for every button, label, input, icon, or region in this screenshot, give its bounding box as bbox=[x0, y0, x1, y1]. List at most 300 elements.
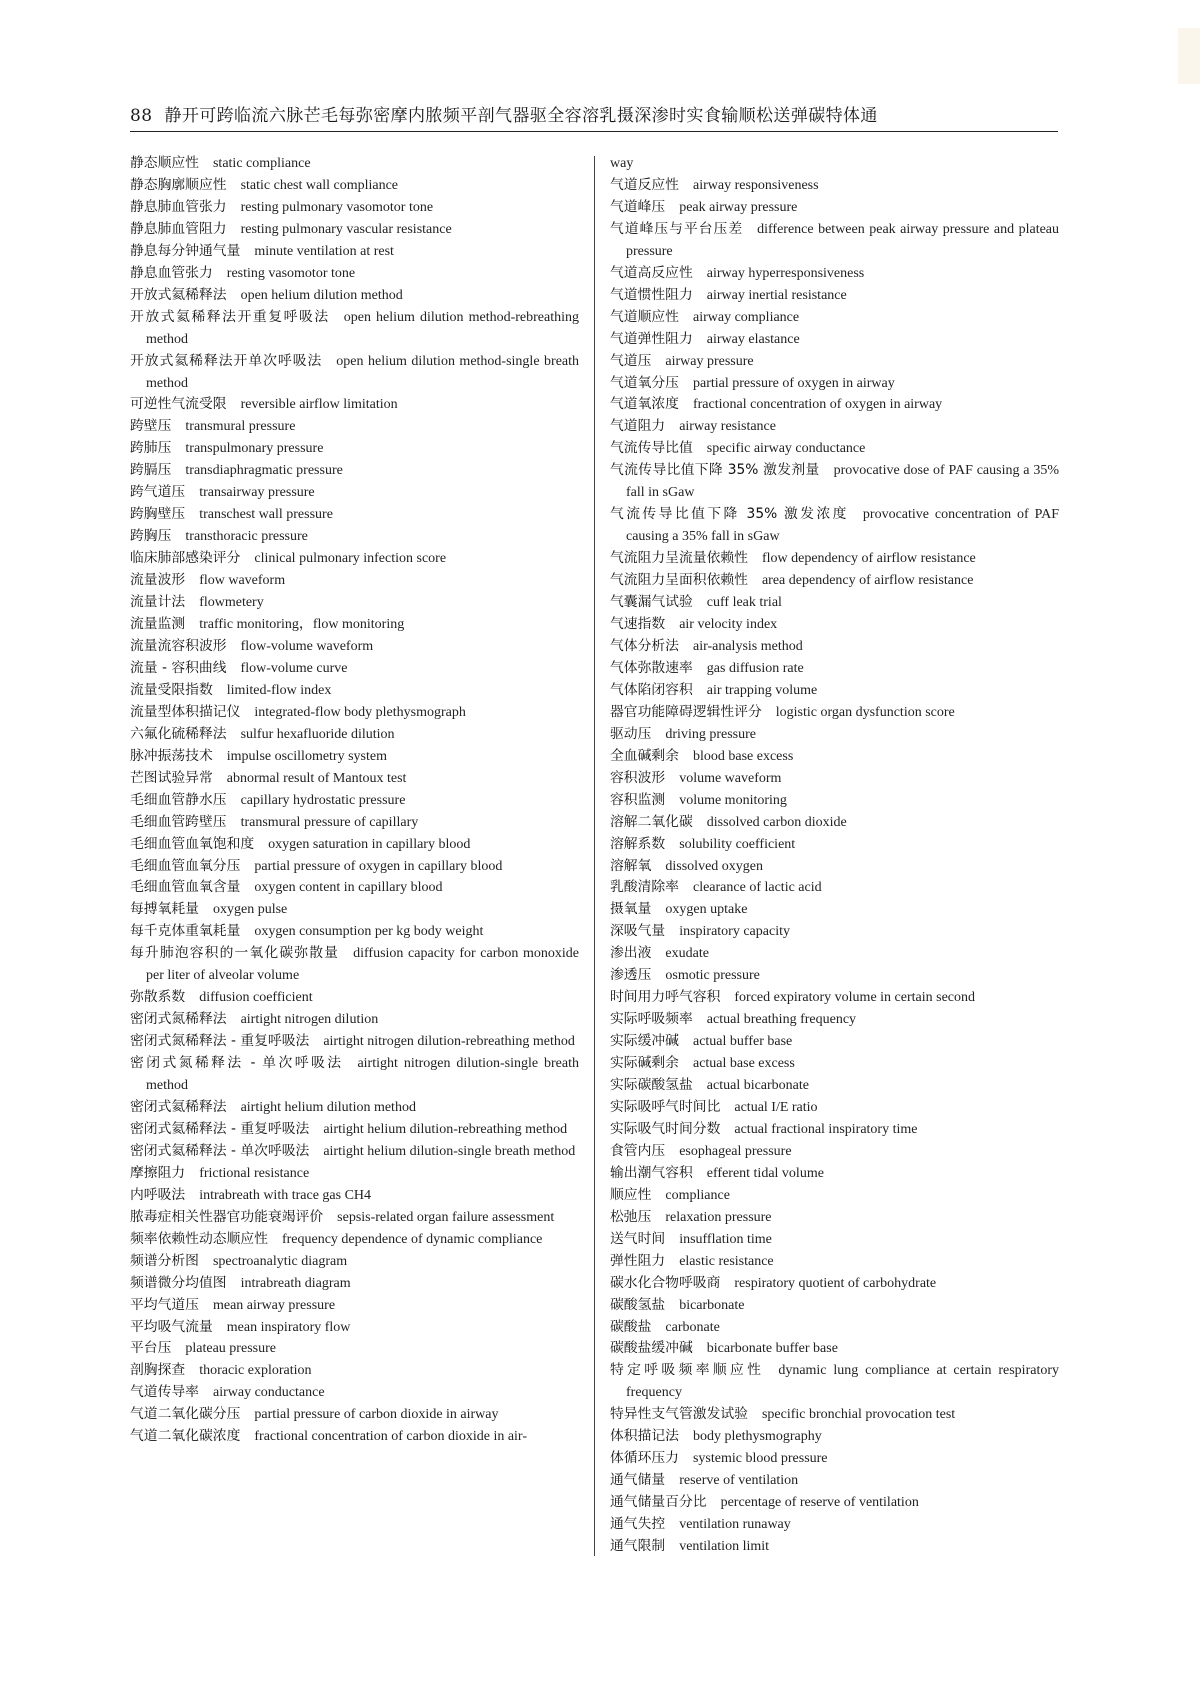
term-chinese: 碳酸盐 bbox=[610, 1318, 652, 1335]
term-english: esophageal pressure bbox=[679, 1143, 792, 1159]
term-english: flow dependency of airflow resistance bbox=[761, 551, 976, 567]
glossary-entry bbox=[130, 285, 579, 307]
glossary-entry bbox=[130, 702, 579, 724]
glossary-entry bbox=[130, 438, 579, 460]
term-english: specific bronchial provocation test bbox=[761, 1407, 956, 1423]
term-chinese: 密闭式氦稀释法 - 单次呼吸法 bbox=[130, 1142, 310, 1159]
term-chinese: 流量型体积描记仪 bbox=[130, 703, 241, 720]
glossary-entry bbox=[610, 1514, 1059, 1536]
term-chinese: 容积波形 bbox=[610, 769, 666, 786]
term-english: sulfur hexafluoride dilution bbox=[240, 726, 395, 742]
term-english: flow-volume curve bbox=[240, 660, 348, 676]
glossary-entry bbox=[130, 1119, 579, 1141]
term-chinese: 碳水化合物呼吸商 bbox=[610, 1274, 721, 1291]
glossary-entry bbox=[130, 460, 579, 482]
term-chinese: 实际呼吸频率 bbox=[610, 1011, 693, 1028]
glossary-entry bbox=[130, 504, 579, 526]
glossary-entry bbox=[610, 504, 1059, 548]
term-english: actual I/E ratio bbox=[734, 1099, 818, 1115]
term-english: transairway pressure bbox=[199, 485, 315, 501]
term-chinese: 气道二氧化碳浓度 bbox=[130, 1428, 241, 1445]
term-chinese: 静息血管张力 bbox=[130, 264, 213, 281]
glossary-entry bbox=[610, 921, 1059, 943]
term-english: airway hyperresponsiveness bbox=[706, 265, 865, 281]
term-english: diffusion coefficient bbox=[199, 990, 313, 1006]
term-english: oxygen pulse bbox=[212, 902, 288, 918]
term-english: sepsis-related organ failure assessment bbox=[337, 1209, 555, 1225]
glossary-entry bbox=[610, 965, 1059, 987]
glossary-entry bbox=[130, 526, 579, 548]
glossary-entry bbox=[130, 351, 579, 395]
term-chinese: 容积监测 bbox=[610, 791, 666, 808]
term-english: solubility coefficient bbox=[679, 836, 796, 852]
term-english: fractional concentration of carbon dioxide in air- bbox=[254, 1429, 527, 1445]
term-chinese: 通气失控 bbox=[610, 1516, 666, 1533]
term-english: airway inertial resistance bbox=[706, 287, 847, 303]
glossary-entry bbox=[610, 1163, 1059, 1185]
glossary-entry bbox=[610, 636, 1059, 658]
glossary-entry bbox=[610, 768, 1059, 790]
glossary-entry bbox=[130, 1360, 579, 1382]
glossary-entry bbox=[610, 1009, 1059, 1031]
term-english: inspiratory capacity bbox=[679, 924, 790, 940]
term-english: provocative dose of PAF causing a 35% fall in sGaw bbox=[626, 463, 1060, 501]
term-chinese: 平均吸气流量 bbox=[130, 1318, 213, 1335]
term-chinese: 开放式氦稀释法开单次呼吸法 bbox=[130, 352, 323, 369]
term-english: transmural pressure of capillary bbox=[240, 814, 419, 830]
term-english: difference between peak airway pressure and plateau pressure bbox=[626, 221, 1060, 259]
glossary-entry bbox=[130, 790, 579, 812]
glossary-entry bbox=[130, 1185, 579, 1207]
term-chinese: 静态胸廓顺应性 bbox=[130, 176, 227, 193]
term-chinese: 气速指数 bbox=[610, 616, 666, 633]
term-chinese: 毛细血管血氧含量 bbox=[130, 879, 241, 896]
term-chinese: 气流传导比值 bbox=[610, 440, 693, 457]
term-chinese: 气体弥散速率 bbox=[610, 659, 693, 676]
glossary-entry bbox=[610, 460, 1059, 504]
term-english: airtight helium dilution method bbox=[240, 1099, 416, 1115]
term-chinese: 体循环压力 bbox=[610, 1450, 679, 1467]
glossary-entry bbox=[610, 812, 1059, 834]
glossary-entry bbox=[610, 1075, 1059, 1097]
term-english: relaxation pressure bbox=[665, 1209, 772, 1225]
term-chinese: 跨胸壁压 bbox=[130, 506, 186, 523]
term-english: systemic blood pressure bbox=[692, 1451, 828, 1467]
term-chinese: 气道峰压 bbox=[610, 198, 666, 215]
term-english: blood base excess bbox=[692, 748, 794, 764]
glossary-entry bbox=[610, 702, 1059, 724]
glossary-entry bbox=[130, 877, 579, 899]
glossary-entry bbox=[610, 307, 1059, 329]
term-english: mean inspiratory flow bbox=[226, 1319, 351, 1335]
term-chinese: 跨胸压 bbox=[130, 528, 172, 545]
term-chinese: 送气时间 bbox=[610, 1230, 666, 1247]
term-english: respiratory quotient of carbohydrate bbox=[734, 1275, 937, 1291]
corner-mark bbox=[1178, 28, 1200, 84]
term-english: driving pressure bbox=[665, 726, 756, 742]
term-chinese: 体积描记法 bbox=[610, 1428, 679, 1445]
term-chinese: 乳酸清除率 bbox=[610, 879, 679, 896]
glossary-entry bbox=[130, 219, 579, 241]
term-english: plateau pressure bbox=[185, 1341, 276, 1357]
term-chinese: 气道反应性 bbox=[610, 176, 679, 193]
term-chinese: 气囊漏气试验 bbox=[610, 594, 693, 611]
term-english: oxygen saturation in capillary blood bbox=[268, 836, 471, 852]
term-english: percentage of reserve of ventilation bbox=[720, 1495, 919, 1511]
glossary-entry bbox=[610, 1053, 1059, 1075]
term-english: gas diffusion rate bbox=[706, 660, 804, 676]
glossary-entry bbox=[130, 658, 579, 680]
term-english: provocative concentration of PAF causing a 35% fall in sGaw bbox=[626, 507, 1059, 545]
term-english: insufflation time bbox=[679, 1231, 772, 1247]
glossary-entry bbox=[610, 1229, 1059, 1251]
term-english: area dependency of airflow resistance bbox=[761, 573, 974, 589]
glossary-entry bbox=[130, 1295, 579, 1317]
glossary-entry bbox=[610, 438, 1059, 460]
term-chinese: 毛细血管跨壁压 bbox=[130, 813, 227, 830]
glossary-entry bbox=[610, 1338, 1059, 1360]
term-chinese: 流量 - 容积曲线 bbox=[130, 659, 227, 676]
term-english: limited-flow index bbox=[226, 682, 332, 698]
term-english: bicarbonate buffer base bbox=[706, 1341, 838, 1357]
term-chinese: 内呼吸法 bbox=[130, 1186, 186, 1203]
glossary-entry bbox=[130, 1382, 579, 1404]
term-english: reversible airflow limitation bbox=[240, 397, 398, 413]
term-chinese: 密闭式氮稀释法 - 单次呼吸法 bbox=[130, 1055, 344, 1072]
term-chinese: 流量流容积波形 bbox=[130, 637, 227, 654]
term-english: transthoracic pressure bbox=[185, 529, 308, 545]
term-chinese: 气道氧浓度 bbox=[610, 396, 679, 413]
glossary-entry bbox=[130, 921, 579, 943]
term-english: intrabreath with trace gas CH4 bbox=[199, 1187, 372, 1203]
term-chinese: 气体陷闭容积 bbox=[610, 681, 693, 698]
glossary-entry bbox=[130, 812, 579, 834]
term-english: osmotic pressure bbox=[665, 968, 760, 984]
glossary-entry bbox=[610, 570, 1059, 592]
term-chinese: 密闭式氦稀释法 bbox=[130, 1098, 227, 1115]
term-chinese: 流量监测 bbox=[130, 616, 186, 633]
glossary-entry bbox=[130, 1251, 579, 1273]
glossary-entry bbox=[610, 1031, 1059, 1053]
term-chinese: 气道高反应性 bbox=[610, 264, 693, 281]
term-english: fractional concentration of oxygen in airway bbox=[692, 397, 943, 413]
term-chinese: 溶解氧 bbox=[610, 857, 652, 874]
glossary-entry bbox=[610, 351, 1059, 373]
glossary-entry bbox=[610, 329, 1059, 351]
glossary-entry bbox=[130, 680, 579, 702]
term-chinese: 通气储量 bbox=[610, 1472, 666, 1489]
glossary-entry bbox=[130, 482, 579, 504]
term-chinese: 跨壁压 bbox=[130, 418, 172, 435]
glossary-entry bbox=[610, 746, 1059, 768]
term-chinese: 开放式氦稀释法 bbox=[130, 286, 227, 303]
term-english: airtight helium dilution-rebreathing method bbox=[323, 1121, 568, 1137]
glossary-entry bbox=[610, 856, 1059, 878]
term-chinese: 频谱分析图 bbox=[130, 1252, 199, 1269]
glossary-entry bbox=[610, 1119, 1059, 1141]
page-number: 88 bbox=[130, 106, 153, 126]
term-english: volume monitoring bbox=[679, 792, 787, 808]
term-english: efferent tidal volume bbox=[706, 1165, 824, 1181]
term-chinese: 通气储量百分比 bbox=[610, 1494, 707, 1511]
term-english: dissolved carbon dioxide bbox=[706, 814, 847, 830]
glossary-entry bbox=[130, 1097, 579, 1119]
glossary-entry bbox=[610, 1426, 1059, 1448]
glossary-entry bbox=[130, 614, 579, 636]
glossary-entry bbox=[130, 636, 579, 658]
term-english: impulse oscillometry system bbox=[226, 748, 387, 764]
glossary-entry bbox=[130, 987, 579, 1009]
term-english: airway compliance bbox=[692, 309, 800, 325]
term-chinese: 频谱微分均值图 bbox=[130, 1274, 227, 1291]
glossary-entry bbox=[610, 790, 1059, 812]
glossary-entry bbox=[130, 943, 579, 987]
term-chinese: 脉冲振荡技术 bbox=[130, 747, 213, 764]
term-chinese: 实际碱剩余 bbox=[610, 1055, 679, 1072]
glossary-entry bbox=[610, 1448, 1059, 1470]
term-chinese: 实际吸气时间分数 bbox=[610, 1120, 721, 1137]
glossary-entry bbox=[610, 1141, 1059, 1163]
glossary-entry bbox=[130, 1229, 579, 1251]
term-english: transpulmonary pressure bbox=[185, 441, 324, 457]
term-english: abnormal result of Mantoux test bbox=[226, 770, 407, 786]
term-english: airtight nitrogen dilution bbox=[240, 1012, 379, 1028]
running-title: 静开可跨临流六脉芒毛每弥密摩内脓频平剖气器驱全容溶乳摄深渗时实食输顺松送弹碳特体通 bbox=[164, 106, 878, 126]
term-chinese: 跨肺压 bbox=[130, 440, 172, 457]
glossary-entry bbox=[610, 1317, 1059, 1339]
term-english: logistic organ dysfunction score bbox=[775, 704, 955, 720]
glossary-entry bbox=[610, 943, 1059, 965]
term-english: ventilation limit bbox=[679, 1539, 770, 1555]
term-chinese: 每升肺泡容积的一氧化碳弥散量 bbox=[130, 945, 340, 962]
term-english: volume waveform bbox=[679, 770, 782, 786]
term-chinese: 气道惯性阻力 bbox=[610, 286, 693, 303]
term-chinese: 密闭式氦稀释法 - 重复呼吸法 bbox=[130, 1120, 310, 1137]
term-chinese: 松弛压 bbox=[610, 1208, 652, 1225]
term-english: integrated-flow body plethysmograph bbox=[254, 704, 466, 720]
term-chinese: 气流阻力呈流量依赖性 bbox=[610, 550, 748, 567]
term-chinese: 溶解系数 bbox=[610, 835, 666, 852]
term-english: open helium dilution method bbox=[240, 287, 403, 303]
term-english: static chest wall compliance bbox=[240, 177, 399, 193]
term-chinese: 平均气道压 bbox=[130, 1296, 199, 1313]
glossary-entry bbox=[130, 1404, 579, 1426]
term-english: clinical pulmonary infection score bbox=[254, 551, 447, 567]
term-english: flowmetery bbox=[199, 595, 264, 611]
term-chinese: 每千克体重氧耗量 bbox=[130, 923, 241, 940]
term-english: flow-volume waveform bbox=[240, 638, 374, 654]
term-chinese: 毛细血管静水压 bbox=[130, 791, 227, 808]
glossary-entry bbox=[130, 1141, 579, 1163]
term-chinese: 顺应性 bbox=[610, 1186, 652, 1203]
glossary-entry bbox=[610, 1097, 1059, 1119]
term-english: airtight nitrogen dilution-single breath method bbox=[146, 1056, 579, 1094]
term-english: way bbox=[610, 156, 634, 171]
term-chinese: 摄氧量 bbox=[610, 901, 652, 918]
term-chinese: 毛细血管血氧饱和度 bbox=[130, 835, 255, 852]
term-english: peak airway pressure bbox=[679, 199, 798, 215]
term-chinese: 摩擦阻力 bbox=[130, 1164, 186, 1181]
term-english: airway responsiveness bbox=[692, 177, 819, 193]
glossary-entry bbox=[610, 658, 1059, 680]
term-english: dissolved oxygen bbox=[665, 858, 763, 874]
term-chinese: 弹性阻力 bbox=[610, 1252, 666, 1269]
term-chinese: 气流传导比值下降 35% 激发剂量 bbox=[610, 462, 820, 479]
glossary-entry bbox=[610, 1536, 1059, 1558]
term-chinese: 六氟化硫稀释法 bbox=[130, 725, 227, 742]
term-english: oxygen consumption per kg body weight bbox=[254, 924, 484, 940]
term-english: minute ventilation at rest bbox=[254, 243, 394, 259]
term-chinese: 气道传导率 bbox=[130, 1384, 199, 1401]
term-english: open helium dilution method-single breath method bbox=[146, 353, 580, 391]
term-english: forced expiratory volume in certain second bbox=[734, 990, 975, 1006]
term-english: actual breathing frequency bbox=[706, 1012, 857, 1028]
glossary-entry bbox=[130, 834, 579, 856]
term-english: oxygen content in capillary blood bbox=[254, 880, 443, 896]
glossary-entry bbox=[130, 263, 579, 285]
glossary-entry bbox=[130, 1031, 579, 1053]
term-english: dynamic lung compliance at certain respiratory frequency bbox=[626, 1363, 1060, 1401]
term-chinese: 渗出液 bbox=[610, 945, 652, 962]
term-english: flow waveform bbox=[199, 573, 286, 589]
term-chinese: 气道氧分压 bbox=[610, 374, 679, 391]
glossary-entry bbox=[130, 1009, 579, 1031]
term-chinese: 食管内压 bbox=[610, 1142, 666, 1159]
term-english: transdiaphragmatic pressure bbox=[185, 463, 343, 479]
glossary-entry bbox=[130, 724, 579, 746]
term-chinese: 输出潮气容积 bbox=[610, 1164, 693, 1181]
glossary-left-column bbox=[130, 153, 579, 1448]
glossary-entry bbox=[130, 241, 579, 263]
glossary-entry bbox=[610, 724, 1059, 746]
glossary-entry bbox=[130, 548, 579, 570]
term-chinese: 芒图试验异常 bbox=[130, 769, 213, 786]
glossary-entry bbox=[610, 1207, 1059, 1229]
term-chinese: 静息每分钟通气量 bbox=[130, 242, 241, 259]
glossary-entry bbox=[610, 373, 1059, 395]
term-english: diffusion capacity for carbon monoxide per liter of alveolar volume bbox=[146, 946, 580, 984]
glossary-entry bbox=[130, 1163, 579, 1185]
term-chinese: 平台压 bbox=[130, 1340, 172, 1357]
term-chinese: 流量波形 bbox=[130, 572, 186, 589]
term-chinese: 实际缓冲碱 bbox=[610, 1033, 679, 1050]
term-chinese: 碳酸氢盐 bbox=[610, 1296, 666, 1313]
term-english: actual buffer base bbox=[692, 1034, 793, 1050]
term-english: spectroanalytic diagram bbox=[212, 1253, 348, 1269]
term-chinese: 频率依赖性动态顺应性 bbox=[130, 1230, 268, 1247]
term-chinese: 全血碱剩余 bbox=[610, 747, 679, 764]
term-english: transchest wall pressure bbox=[199, 507, 333, 523]
glossary-entry bbox=[130, 175, 579, 197]
glossary-entry bbox=[130, 746, 579, 768]
glossary-entry bbox=[610, 899, 1059, 921]
term-chinese: 跨膈压 bbox=[130, 462, 172, 479]
glossary-entry bbox=[130, 307, 579, 351]
term-english: resting pulmonary vasomotor tone bbox=[240, 199, 434, 215]
term-chinese: 气道二氧化碳分压 bbox=[130, 1406, 241, 1423]
term-chinese: 每搏氧耗量 bbox=[130, 901, 199, 918]
term-chinese: 开放式氦稀释法开重复呼吸法 bbox=[130, 308, 330, 325]
term-english: air trapping volume bbox=[706, 682, 818, 698]
glossary-entry bbox=[130, 856, 579, 878]
term-english: airway pressure bbox=[665, 353, 754, 369]
term-chinese: 毛细血管血氧分压 bbox=[130, 857, 241, 874]
term-english: static compliance bbox=[212, 156, 311, 171]
term-english: actual bicarbonate bbox=[706, 1078, 809, 1094]
glossary-entry bbox=[610, 219, 1059, 263]
term-english: transmural pressure bbox=[185, 419, 296, 435]
term-chinese: 渗透压 bbox=[610, 967, 652, 984]
term-chinese: 气道弹性阻力 bbox=[610, 330, 693, 347]
term-english: reserve of ventilation bbox=[679, 1473, 799, 1489]
term-english: cuff leak trial bbox=[706, 595, 782, 611]
term-english: body plethysmography bbox=[692, 1429, 822, 1445]
term-chinese: 气流阻力呈面积依赖性 bbox=[610, 572, 748, 589]
glossary-entry bbox=[610, 394, 1059, 416]
term-chinese: 密闭式氮稀释法 bbox=[130, 1011, 227, 1028]
glossary-entry bbox=[130, 416, 579, 438]
glossary-entry bbox=[130, 1273, 579, 1295]
glossary-entry bbox=[610, 680, 1059, 702]
term-english: airway resistance bbox=[679, 419, 776, 435]
term-chinese: 流量计法 bbox=[130, 594, 186, 611]
term-chinese: 剖胸探查 bbox=[130, 1362, 186, 1379]
term-english: thoracic exploration bbox=[199, 1363, 312, 1379]
glossary-entry bbox=[610, 1273, 1059, 1295]
glossary-entry bbox=[130, 1338, 579, 1360]
term-chinese: 实际吸呼气时间比 bbox=[610, 1098, 721, 1115]
term-chinese: 气道压 bbox=[610, 352, 652, 369]
glossary-entry bbox=[610, 1470, 1059, 1492]
term-chinese: 通气限制 bbox=[610, 1538, 666, 1555]
glossary-entry bbox=[130, 768, 579, 790]
term-chinese: 碳酸盐缓冲碱 bbox=[610, 1340, 693, 1357]
term-chinese: 气道峰压与平台压差 bbox=[610, 220, 744, 237]
term-chinese: 特异性支气管激发试验 bbox=[610, 1406, 748, 1423]
term-english: frequency dependence of dynamic compliance bbox=[281, 1231, 543, 1247]
glossary-entry bbox=[610, 1251, 1059, 1273]
term-chinese: 气道阻力 bbox=[610, 418, 666, 435]
term-chinese: 实际碳酸氢盐 bbox=[610, 1077, 693, 1094]
glossary-entry bbox=[130, 153, 579, 175]
term-english: clearance of lactic acid bbox=[692, 880, 822, 896]
term-english: actual base excess bbox=[692, 1056, 795, 1072]
glossary-entry bbox=[130, 394, 579, 416]
term-english: oxygen uptake bbox=[665, 902, 748, 918]
term-english: airway elastance bbox=[706, 331, 800, 347]
term-chinese: 静态顺应性 bbox=[130, 155, 199, 171]
term-chinese: 可逆性气流受限 bbox=[130, 396, 227, 413]
term-english: elastic resistance bbox=[679, 1253, 774, 1269]
term-english: specific airway conductance bbox=[706, 441, 866, 457]
term-chinese: 深吸气量 bbox=[610, 923, 666, 940]
glossary-entry bbox=[130, 1426, 579, 1448]
glossary-entry bbox=[610, 153, 1059, 175]
term-english: open helium dilution method-rebreathing method bbox=[146, 309, 580, 347]
term-english: capillary hydrostatic pressure bbox=[240, 792, 406, 808]
glossary-entry bbox=[130, 1317, 579, 1339]
glossary-entry bbox=[610, 614, 1059, 636]
term-english: actual fractional inspiratory time bbox=[734, 1121, 918, 1137]
term-chinese: 气体分析法 bbox=[610, 637, 679, 654]
term-chinese: 脓毒症相关性器官功能衰竭评价 bbox=[130, 1208, 324, 1225]
glossary-entry bbox=[610, 548, 1059, 570]
glossary-entry bbox=[610, 263, 1059, 285]
term-english: air velocity index bbox=[679, 617, 778, 633]
term-chinese: 时间用力呼气容积 bbox=[610, 989, 721, 1006]
term-english: compliance bbox=[665, 1187, 730, 1203]
glossary-entry bbox=[610, 175, 1059, 197]
